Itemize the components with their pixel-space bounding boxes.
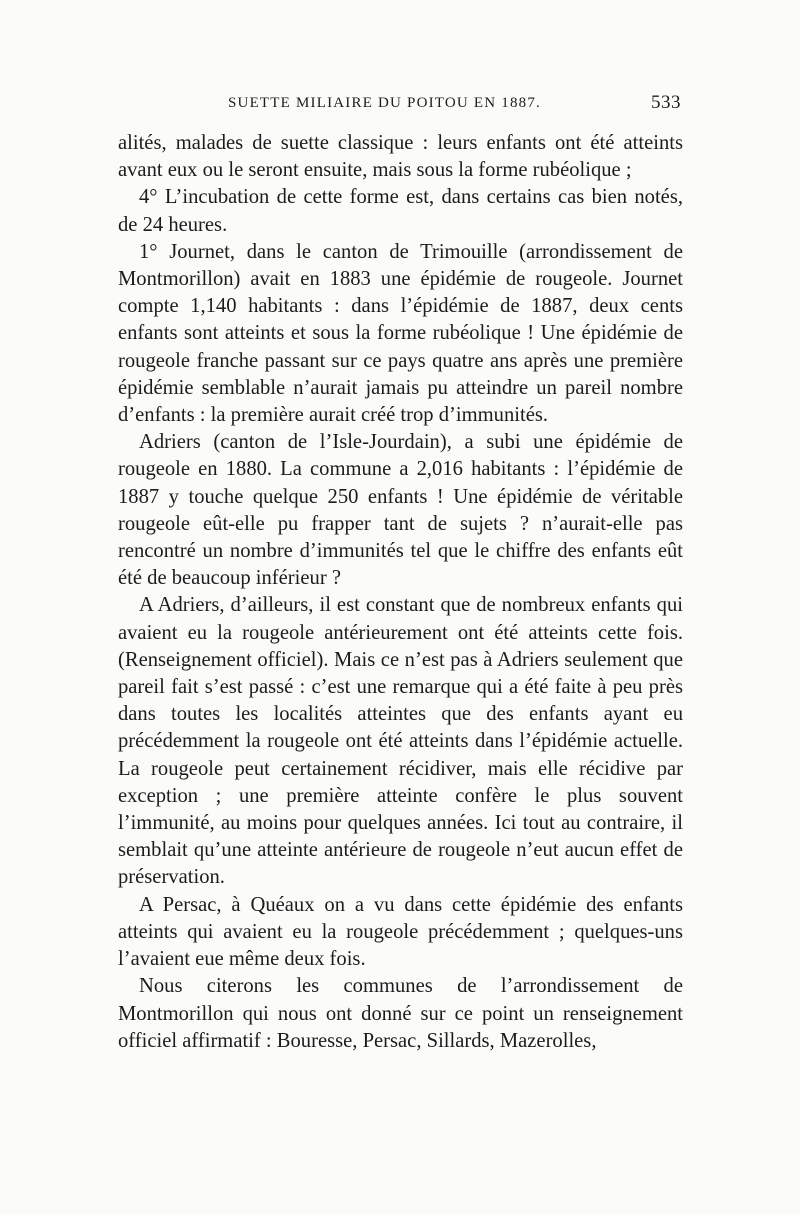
paragraph-adriers-details: A Adriers, d’ailleurs, il est constant que de nombreux enfants qui avaient eu la rougeole antérieurement ont été atteints cette fois. (Renseignement officiel). Mais ce n’est pas à Adriers seulement que pareil fait s’est passé : c’est une remarque qui a été faite à peu près dans toutes les localités atteintes que des enfants ayant eu précédemment la rougeole ont été atteints dans l’épidémie actuelle. La rougeole peut certainement récidiver, mais elle récidive par exception ; une première atteinte confère le plus souvent l’immunité, au moins pour quelques années. Ici tout au contraire, il semblait qu’une atteinte antérieure de rougeole n’eut aucun effet de préservation. xyxy=(118,594,683,889)
running-title: SUETTE MILIAIRE DU POITOU EN 1887. xyxy=(228,95,541,111)
book-page xyxy=(118,92,683,1055)
paragraph-persac: A Persac, à Quéaux on a vu dans cette épidémie des enfants atteints qui avaient eu la rougeole précédemment ; quelques-uns l’avaient eue même deux fois. xyxy=(118,893,683,971)
paragraph-adriers: Adriers (canton de l’Isle-Jourdain), a subi une épidémie de rougeole en 1880. La commune a 2,016 habitants : l’épidémie de 1887 y touche quelque 250 enfants ! Une épidémie de véritable rougeole eût-elle pu frapper tant de sujets ? n’aurait-elle pas rencontré un nombre d’immunités tel que le chiffre des enfants eût été de beaucoup inférieur ? xyxy=(118,431,683,590)
paragraph-continuation: alités, malades de suette classique : leurs enfants ont été atteints avant eux ou le seront ensuite, mais sous la forme rubéolique ; xyxy=(118,132,683,182)
running-head xyxy=(118,92,683,122)
paragraph-incubation: 4° L’incubation de cette forme est, dans certains cas bien notés, de 24 heures. xyxy=(118,186,683,236)
paragraph-communes: Nous citerons les communes de l’arrondissement de Montmorillon qui nous ont donné sur ce point un renseignement officiel affirmatif : Bouresse, Persac, Sillards, Mazerolles, xyxy=(118,975,683,1052)
paragraph-journet: 1° Journet, dans le canton de Trimouille (arrondissement de Montmorillon) avait en 1883 une épidémie de rougeole. Journet compte 1,140 habitants : dans l’épidémie de 1887, deux cents enfants sont atteints et sous la forme rubéolique ! Une épidémie de rougeole franche passant sur ce pays quatre ans après une première épidémie semblable n’aurait jamais pu atteindre un pareil nombre d’enfants : la première aurait créé trop d’immunités. xyxy=(118,240,683,427)
page-number: 533 xyxy=(651,92,681,113)
body-text xyxy=(118,130,683,1055)
